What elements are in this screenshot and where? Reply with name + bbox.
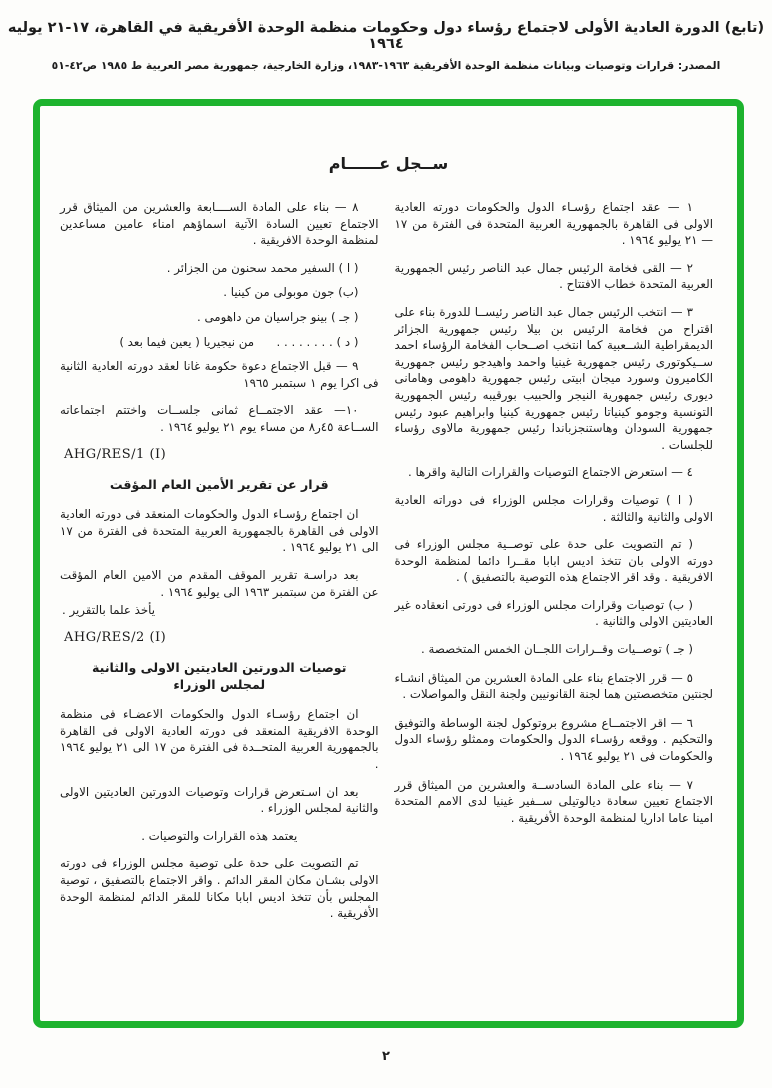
record-item-10: ١٠— عقد الاجتمــاع ثمانى جلســات واختتم اجتماعاته الســاعة ٤٥ر٨ من مساء يوم ٢١ يوليو ١٩٦٤ . (60, 403, 379, 434)
record-item-8a: ( ا ) السفير محمد سحنون من الجزائر . (166, 260, 359, 275)
record-item-7: ٧ — بناء على المادة السادســة والعشرين من الميثاق قرر الاجتماع تعيين سعادة ديالوتيلى ســفير غينيا لدى الامم المتحدة امينا عاما اداريا لمنظمة الوحدة الأفريقية . (394, 777, 713, 825)
resolution-1-code: AHG/RES/1 (I) (64, 446, 167, 462)
resolution-1-paragraph-2: بعد دراسـة تقرير الموقف المقدم من الامين العام المؤقت عن الفترة من سبتمبر ١٩٦٣ الى يوليو ١٩٦٤ . (60, 567, 379, 599)
record-item-9: ٩ — قبل الاجتماع دعوة حكومة غانا لعقد دورته العادية الثانية فى اكرا يوم ١ سبتمبر ١٩٦٥ (60, 359, 379, 390)
record-item-4-note: ( تم التصويت على حدة على توصــية مجلس الوزراء فى دورته الاولى بان تتخذ اديس ابابا مقــرا دائما لمنظمة الوحدة الافريقية . وقد اقر الاجتماع هذه التوصية بالتصفيق ) . (394, 537, 713, 585)
column-left (60, 199, 379, 933)
record-item-8c: ( جـ ) بينو جراسيان من داهومى . (196, 309, 359, 324)
resolution-2-paragraph-4: تم التصويت على حدة على توصية مجلس الوزراء فى دورته الاولى بشـان مكان المقر الدائم . واقر الاجتماع بالتصفيق ، توصية المجلس بأن تتخذ اديس ابابا مكانا للمقر الدائم لمنظمة الوحدة الأفريقية . (60, 856, 379, 921)
record-item-8b: (ب) جون موبولى من كينيا . (223, 285, 359, 300)
page-title: ســجل عــــــام (328, 154, 449, 173)
record-item-4b: ( ب) توصيات وقرارات مجلس الوزراء فى دورتى انعقاده غير العاديتين الاولى والثانية . (394, 597, 713, 629)
document-header (0, 20, 772, 72)
resolution-2-paragraph-1: ان اجتماع رؤسـاء الدول والحكومات الاعضـاء فى منظمة الوحدة الافريقية المنعقد فى دورته العادية الاولى فى القاهرة بالجمهورية العربية المتحــدة فى الفترة من ١٧ الى ٢١ يوليو ١٩٦٤ . (60, 707, 379, 772)
resolution-1-title: قرار عن تقرير الأمين العام المؤقت (109, 477, 329, 493)
record-item-4c: ( جـ ) توصــيات وقــرارات اللجــان الخمس المتخصصة . (421, 642, 693, 657)
green-border-frame (33, 99, 744, 1028)
resolution-2-operative-clause: يعتمد هذه القرارات والتوصيات . (141, 828, 298, 843)
two-column-layout (40, 173, 737, 933)
header-session-line: (تابع) الدورة العادية الأولى لاجتماع رؤساء دول وحكومات منظمة الوحدة الأفريقية في القاهرة، ١٧-٢١ يوليه ١٩٦٤ (7, 20, 765, 52)
column-right (395, 199, 714, 933)
record-item-2: ٢ — القى فخامة الرئيس جمال عبد الناصر رئيس الجمهورية العربية المتحدة خطاب الافتتاح . (394, 260, 713, 292)
record-item-4: ٤ — استعرض الاجتماع التوصيات والقرارات التالية واقرها . (407, 465, 693, 480)
record-item-1: ١ — عقد اجتماع رؤسـاء الدول والحكومات دورته العادية الاولى فى القاهرة بالجمهورية العربية المتحدة فى الفترة من ١٧ — ٢١ يوليو ١٩٦٤ . (394, 200, 713, 248)
resolution-1-paragraph-1: ان اجتماع رؤسـاء الدول والحكومات المنعقد فى دورته العادية الاولى فى القاهرة بالجمهورية العربية المتحدة فى الفترة من ١٧ الى ٢١ يوليو ١٩٦٤ . (60, 507, 379, 555)
record-item-8: ٨ — بناء على المادة الســــابعة والعشرين من الميثاق قرر الاجتماع تعيين السادة الآتية اسماؤهم امناء عامين مساعدين لمنظمة الوحدة الافريقية . (60, 200, 379, 248)
record-item-8d: ( د ) . . . . . . . . من نيجيريا ( يعين فيما بعد ) (119, 334, 359, 349)
record-item-3: ٣ — انتخب الرئيس جمال عبد الناصر رئيســا للدورة بناء على اقتراح من فخامة الرئيس بن بيلا رئيس جمهورية الجزائر الديمقراطية الشــعبية كما انتخب اصــحاب الفخامة الرؤساء احمد ســيكوتورى رئيس جمهورية غينيا واحمد واهيدجو رئيس جمهورية الكاميرون وسورد ميجان ابيتى رئيس جمهورية داهومى وهامانى ديورى رئيس جمهورية النيجر والحبيب بورقيبه رئيس الجمهورية التونسية وجومو كينياتا رئيس جمهورية كينيا وابراهيم عبود رئيس جمهورية السودان وهاستنجزباندا رئيس جمهورية مالاوى رؤساء للجلسات . (394, 304, 713, 452)
resolution-1-operative-clause: يأخذ علما بالتقرير . (62, 603, 156, 618)
record-item-6: ٦ — اقر الاجتمــاع مشروع بروتوكول لجنة الوساطة والتوفيق والتحكيم . ووقعه رؤسـاء الدول والحكومات وممثلو رؤساء الدول والحكومات فى ٢١ يوليو ١٩٦٤ . (394, 715, 713, 764)
record-item-5: ٥ — قرر الاجتماع بناء على المادة العشرين من الميثاق انشـاء لجنتين متخصصتين هما لجنة القانونيين ولجنة النقل والمواصلات . (394, 670, 713, 702)
resolution-2-title: توصيات الدورتين العاديتين الاولى والثانية لمجلس الوزراء (92, 660, 347, 693)
resolution-2-code: AHG/RES/2 (I) (64, 629, 167, 645)
record-item-4a: ( ا ) توصيات وقرارات مجلس الوزراء فى دوراته العادية الاولى والثانية والثالثة . (394, 492, 713, 524)
header-source-line: المصدر: قرارات وتوصيات وبيانات منظمة الوحدة الأفريقية ١٩٦٣-١٩٨٣، وزارة الخارجية، جمهورية مصر العربية ط ١٩٨٥ ص٤٢-٥١ (51, 59, 721, 72)
page-number: ٢ (382, 1049, 390, 1064)
resolution-2-paragraph-2: بعد ان اسـتعرض قرارات وتوصيات الدورتين العاديتين الاولى والثانية لمجلس الوزراء . (60, 784, 379, 816)
